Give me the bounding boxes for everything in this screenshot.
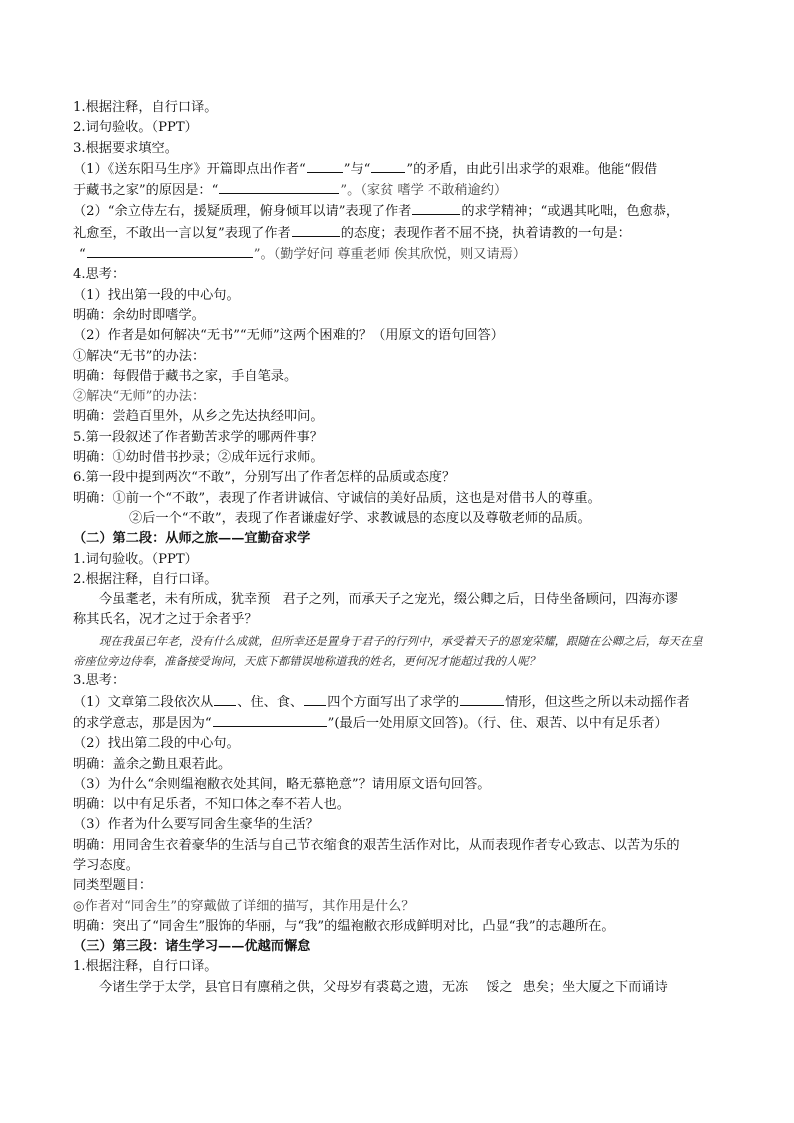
answer-blank (412, 201, 460, 215)
translation-line: 现在我虽已年老，没有什么成就，但所幸还是置身于君子的行列中，承受着天子的恩宠荣耀，跟随在公卿之后，每天在皇 (99, 633, 703, 648)
fill-blank-line (73, 713, 723, 734)
text-fragment: 今诸生学于太学，县官日有廪稍之供，父母岁有裘葛之遗，无冻 (99, 979, 469, 995)
text-fragment: 四个方面写出了求学的 (327, 694, 460, 710)
answer-blank (371, 159, 405, 173)
answer-blank (87, 244, 253, 258)
translation-line: 帝座位旁边侍奉，准备接受询问，天底下都错误地称道我的姓名，更何况才能超过我的人呢？ (73, 654, 541, 669)
text-fragment: （1）文章第二段依次从 (73, 694, 214, 710)
text-fragment: （1）《送东阳马生序》开篇即点出作者“ (73, 161, 306, 177)
text-line: 2.根据注释，自行口译。 (73, 571, 218, 587)
text-fragment: ”。（家贫 嗜学 不敢稍逾约） (340, 183, 508, 199)
text-fragment: 君子之列，而承天子之宠光，缀公卿之后，日侍坐备顾问，四海亦谬 (282, 592, 679, 608)
text-fragment: “ (79, 247, 86, 263)
text-line: ②解决“无师”的办法： (73, 389, 206, 405)
text-line: （2）作者是如何解决“无书”“无师”这两个困难的？（用原文的语句回答） (73, 328, 504, 344)
answer-line: 明确：尝趋百里外，从乡之先达执经叩问。 (73, 409, 324, 425)
text-line: 2.词句验收。（PPT） (73, 120, 198, 136)
text-fragment: 患矣；坐大厦之下而诵诗 (522, 979, 668, 995)
classical-text-line (73, 590, 723, 610)
text-line: 3.思考： (73, 673, 126, 689)
text-line: 1.词句验收。（PPT） (73, 551, 198, 567)
text-fragment: 礼愈至，不敢出一言以复”表现了作者 (73, 225, 291, 241)
answer-line: 明确：余幼时即嗜学。 (73, 307, 205, 323)
answer-line: 明确：①前一个“不敢”，表现了作者讲诚信、守诚信的美好品质，这也是对借书人的尊重。 (73, 490, 601, 506)
answer-blank (304, 692, 326, 706)
text-line: 6.第一段中提到两次“不敢”，分别写出了作者怎样的品质或态度？ (73, 470, 456, 486)
text-line: ①解决“无书”的办法： (73, 348, 206, 364)
text-fragment: 馁之 (486, 979, 513, 995)
classical-text-line (73, 978, 723, 998)
text-line: （3）为什么“余则缊袍敝衣处其间，略无慕艳意”？请用原文语句回答。 (73, 776, 491, 792)
text-fragment: 今虽耄老，未有所成，犹幸预 (99, 592, 271, 608)
section-heading: （二）第二段：从师之旅——宜勤奋求学 (73, 531, 311, 547)
text-line: ◎作者对“同舍生”的穿戴做了详细的描写，其作用是什么？ (73, 898, 415, 914)
section-heading: （三）第三段：诸生学习——优越而懈怠 (73, 939, 311, 955)
text-fragment: 的求学意志，那是因为“ (73, 715, 212, 731)
answer-line: 明确：以中有足乐者，不知口体之奉不若人也。 (73, 797, 350, 813)
text-line: （3）作者为什么要写同舍生豪华的生活？ (73, 817, 319, 833)
text-line: 4.思考： (73, 267, 126, 283)
text-line: （2）找出第二段的中心句。 (73, 736, 240, 752)
text-line: 1.根据注释，自行口译。 (73, 100, 218, 115)
document-body (73, 98, 723, 998)
text-line: 同类型题目： (73, 878, 153, 894)
answer-line: 明确：用同舍生衣着豪华的生活与自己节衣缩食的艰苦生活作对比，从而表现作者专心致志、以苦为乐的 (73, 837, 680, 853)
text-line: 5.第一段叙述了作者勤苦求学的哪两件事？ (73, 429, 323, 445)
answer-blank (292, 223, 340, 237)
text-fragment: 情形，但这些之所以未动摇作者 (505, 694, 690, 710)
text-fragment: 、住、食、 (237, 694, 304, 710)
answer-blank (214, 692, 236, 706)
text-fragment: ”与“ (343, 161, 371, 177)
answer-blank (307, 159, 343, 173)
text-fragment: 的态度；表现作者不屈不挠，执着请教的一句是： (340, 225, 631, 241)
answer-line: 明确：盖余之勤且艰若此。 (73, 756, 232, 772)
text-fragment: （2）“余立侍左右，援疑质理，俯身倾耳以请”表现了作者 (73, 204, 412, 220)
fill-blank-line (73, 201, 723, 222)
text-line: （1）找出第一段的中心句。 (73, 287, 240, 303)
text-line: 1.根据注释，自行口译。 (73, 959, 218, 975)
fill-blank-line (73, 159, 723, 180)
answer-line: 明确：①幼时借书抄录；②成年远行求师。 (73, 450, 324, 466)
answer-line: 明确：每假借于藏书之家，手自笔录。 (73, 368, 298, 384)
text-fragment: 于藏书之家”的原因是：“ (73, 183, 219, 199)
fill-blank-line (73, 244, 723, 265)
answer-blank (213, 713, 327, 727)
answer-blank (219, 180, 339, 194)
fill-blank-line (73, 180, 723, 201)
fill-blank-line (73, 692, 723, 713)
text-fragment: ”。（勤学好问 尊重老师 俟其欣悦，则又请焉） (253, 247, 527, 263)
classical-text-line: 称其氏名，况才之过于余者乎？ (73, 612, 258, 628)
text-fragment: 的求学精神；“或遇其叱咄，色愈恭， (461, 204, 680, 220)
text-fragment: ”(最后一处用原文回答)。（行、住、艰苦、以中有足乐者） (327, 715, 668, 731)
answer-line: 学习态度。 (73, 857, 139, 873)
answer-line: ②后一个“不敢”，表现了作者谦虚好学、求教诚恳的态度以及尊敬老师的品质。 (129, 510, 591, 526)
answer-blank (460, 692, 504, 706)
text-fragment: ”的矛盾，由此引出求学的艰难。他能“假借 (406, 161, 658, 177)
text-line: 3.根据要求填空。 (73, 140, 178, 156)
answer-line: 明确：突出了“同舍生”服饰的华丽，与“我”的缊袍敝衣形成鲜明对比，凸显“我”的志趣所在。 (73, 918, 615, 934)
fill-blank-line (73, 223, 723, 244)
